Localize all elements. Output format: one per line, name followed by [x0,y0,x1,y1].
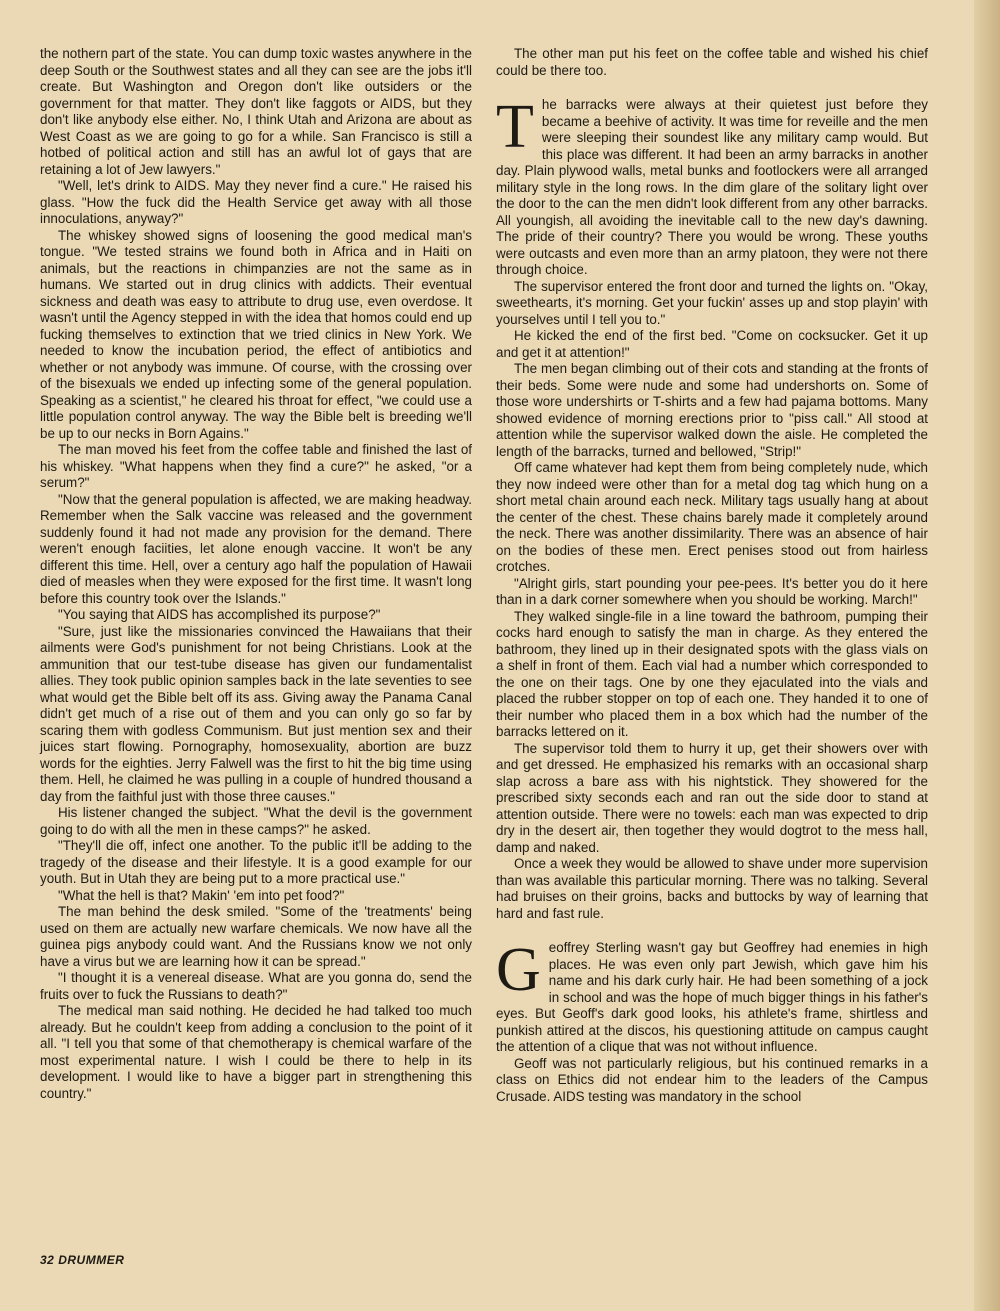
section-opening-paragraph [496,93,928,279]
paragraph-text: eoffrey Sterling wasn't gay but Geoffrey had enemies in high places. He was even only part Jewish, which gave him his name and his dark curly hair. He had been something of a jock in school and was the hope of much bigger things in his father's eyes. But Geoff's dark good looks, his athlete's frame, shirtless and punkish attired at the discos, his questioning attitude on campus caught the attention of a clique that was not without influence. [496,940,928,1054]
paragraph: The man moved his feet from the coffee table and finished the last of his whiskey. "What happens when they find a cure?" he asked, "or a serum?" [40,442,472,490]
paragraph: Off came whatever had kept them from being completely nude, which they now indeed were other than for a metal dog tag which hung on a short metal chain around each neck. Military tags usually hang at about the center of the chest. These chains barely made it completely around the neck. There was another dissimilarity. There was an absence of hair on the bodies of these men. Erect penises stood out from hairless crotches. [496,460,928,574]
magazine-name: DRUMMER [58,1253,125,1267]
paragraph: Geoff was not particularly religious, but his continued remarks in a class on Ethics did not endear him to the leaders of the Campus Crusade. AIDS testing was mandatory in the school [496,1055,928,1104]
paragraph: The other man put his feet on the coffee table and wished his chief could be there too. [496,46,928,78]
section-opening-paragraph [496,936,928,1056]
paragraph: The whiskey showed signs of loosening the good medical man's tongue. "We tested strains we found both in Africa and in Haiti on animals, but the reactions in chimpanzies are not the same as in humans. We started out in drug clinics with addicts. Their eventual sickness and death was easy to attribute to drug use, even overdose. It wasn't until the Agency stepped in with the idea that homos could end up fucking themselves to extinction that we tried clinics in New York. We needed to know the incubation period, the effect of antibiotics and whether or not anybody was immune. Of course, with the crossing over of the bisexuals we ended up infecting some of the general population. Speaking as a scientist," he cleared his throat for effect, "we could use a little population control anyway. The way the Bible belt is breeding we'll be up to our necks in Born Agains." [40,227,472,441]
page-footer [40,1253,124,1267]
paragraph: Once a week they would be allowed to shave under more supervision than was available this particular morning. There was no talking. Several had bruises on their groins, backs and buttocks by way of learning that hard and fast rule. [496,856,928,921]
paragraph: The man behind the desk smiled. "Some of the 'treatments' being used on them are actually new warfare chemicals. We now have all the guinea pigs anybody could want. And the Russians know we not only have a virus but we are learning how it can be spread." [40,904,472,969]
paragraph: "Alright girls, start pounding your pee-pees. It's better you do it here than in a dark corner somewhere when you should be working. March!" [496,575,928,607]
paragraph: The supervisor entered the front door and turned the lights on. "Okay, sweethearts, it's morning. Get your fuckin' asses up and stop playin' with yourselves until I tell you to." [496,278,928,327]
paragraph: "They'll die off, infect one another. To the public it'll be adding to the tragedy of the disease and their lifestyle. It is a good example for our youth. But in Utah they are being put to a more practical use." [40,838,472,886]
paragraph-text: he barracks were always at their quietest just before they became a beehive of activity. It was time for reveille and the men were sleeping their soundest like any military camp would. But this place was different. It had been an army barracks in another day. Plain plywood walls, metal bunks and footlockers were all arranged military style in the long rows. In the dim glare of the solitary light over the door to the can the men didn't look different from any other barracks. All youngish, all avoiding the inevitable call to the new day's dawning. The pride of their country? There you would be wrong. These youths were outcasts and even more than an army platoon, they were not there through choice. [496,97,928,277]
paragraph: His listener changed the subject. "What the devil is the government going to do with all the men in these camps?" he asked. [40,805,472,837]
page-number: 32 [40,1253,55,1267]
paragraph: "I thought it is a venereal disease. What are you gonna do, send the fruits over to fuck the Russians to death?" [40,970,472,1002]
paragraph: "Now that the general population is affected, we are making headway. Remember when the Salk vaccine was released and the government suddenly found it had not made any provision for the demand. There weren't enough faciities, let alone enough vaccine. It won't be any different this time. Hell, over a century ago half the population of Hawaii died of measles when they were exposed for the first time. It wasn't long before this country took over the Islands." [40,491,472,606]
paragraph: "What the hell is that? Makin' 'em into pet food?" [58,887,345,903]
section-break [496,79,928,97]
right-column [496,46,928,1105]
paragraph: The men began climbing out of their cots and standing at the fronts of their beds. Some were nude and some had undershorts on. Some of those wore undershirts or T-shirts and a few had pajama bottoms. Many showed evidence of morning erections prior to "piss call." All stood at attention while the supervisor walked down the aisle. He completed the length of the barracks, turned and bellowed, "Strip!" [496,361,928,459]
left-column [40,46,472,1102]
drop-cap: T [496,93,534,161]
section-break [496,922,928,940]
page-edge-shadow [974,0,1000,1311]
paragraph: They walked single-file in a line toward the bathroom, pumping their cocks hard enough to satisfy the man in charge. As they entered the bathroom, they lined up in their designated spots with the glass vials on a shelf in front of them. Each vial had a number which corresponded to the one on their tags. One by one they ejaculated into the vials and placed the rubber stopper on top of each one. They handed it to one of their number who placed them in a box which had the number of the barracks lettered on it. [496,608,928,739]
paragraph: The supervisor told them to hurry it up, get their showers over with and get dressed. He emphasized his remarks with an occasional sharp slap across a bare ass with his nightstick. They showered for the prescribed sixty seconds each and ran out the side door to stand at attention outside. There were no towels: each man was expected to drip dry in the desert air, then together they would dogtrot to the mess hall, damp and naked. [496,740,928,855]
drop-cap: G [496,936,541,1004]
paragraph: "You saying that AIDS has accomplished its purpose?" [58,607,381,622]
paragraph: the nothern part of the state. You can dump toxic wastes anywhere in the deep South or the Southwest states and all they can see are the jobs it'll create. But Washington and Oregon don't like outsiders or the government for that matter. They don't like faggots or AIDS, but they don't like anybody else either. No, I think Utah and Arizona are about as West Coast as we are going to go for a while. San Francisco is still a hotbed of political action and still has an awful lot of gays that are retaining a lot of Jew lawyers." [40,46,472,177]
paragraph: The medical man said nothing. He decided he had talked too much already. But he couldn't keep from adding a conclusion to the point of it all. "I tell you that some of that chemotherapy is chemical warfare of the most experimental nature. I wish I could be there to help in its development. I would like to have a bigger part in strengthening this country." [40,1003,472,1101]
paragraph: He kicked the end of the first bed. "Come on cocksucker. Get it up and get it at attention!" [496,328,928,360]
paragraph: "Well, let's drink to AIDS. May they never find a cure." He raised his glass. "How the fuck did the Health Service get away with all those innoculations, anyway?" [40,178,472,226]
paragraph: "Sure, just like the missionaries convinced the Hawaiians that their ailments were God's punishment for not being Christians. Look at the ammunition that our test-tube disease has given our fundamentalist allies. They took public opinion samples back in the late seventies to see what would get the Bible belt off its ass. Giving away the Panama Canal didn't get much of a rise out of them and you can only go so far by scaring them with godless Communism. But just mention sex and their juices start flowing. Pornography, homosexuality, abortion are buzz words for the eighties. Jerry Falwell was the first to hit the big time using them. Hell, he claimed he was pulling in a couple of hundred thousand a day from the faithful just with those three causes." [40,623,472,804]
